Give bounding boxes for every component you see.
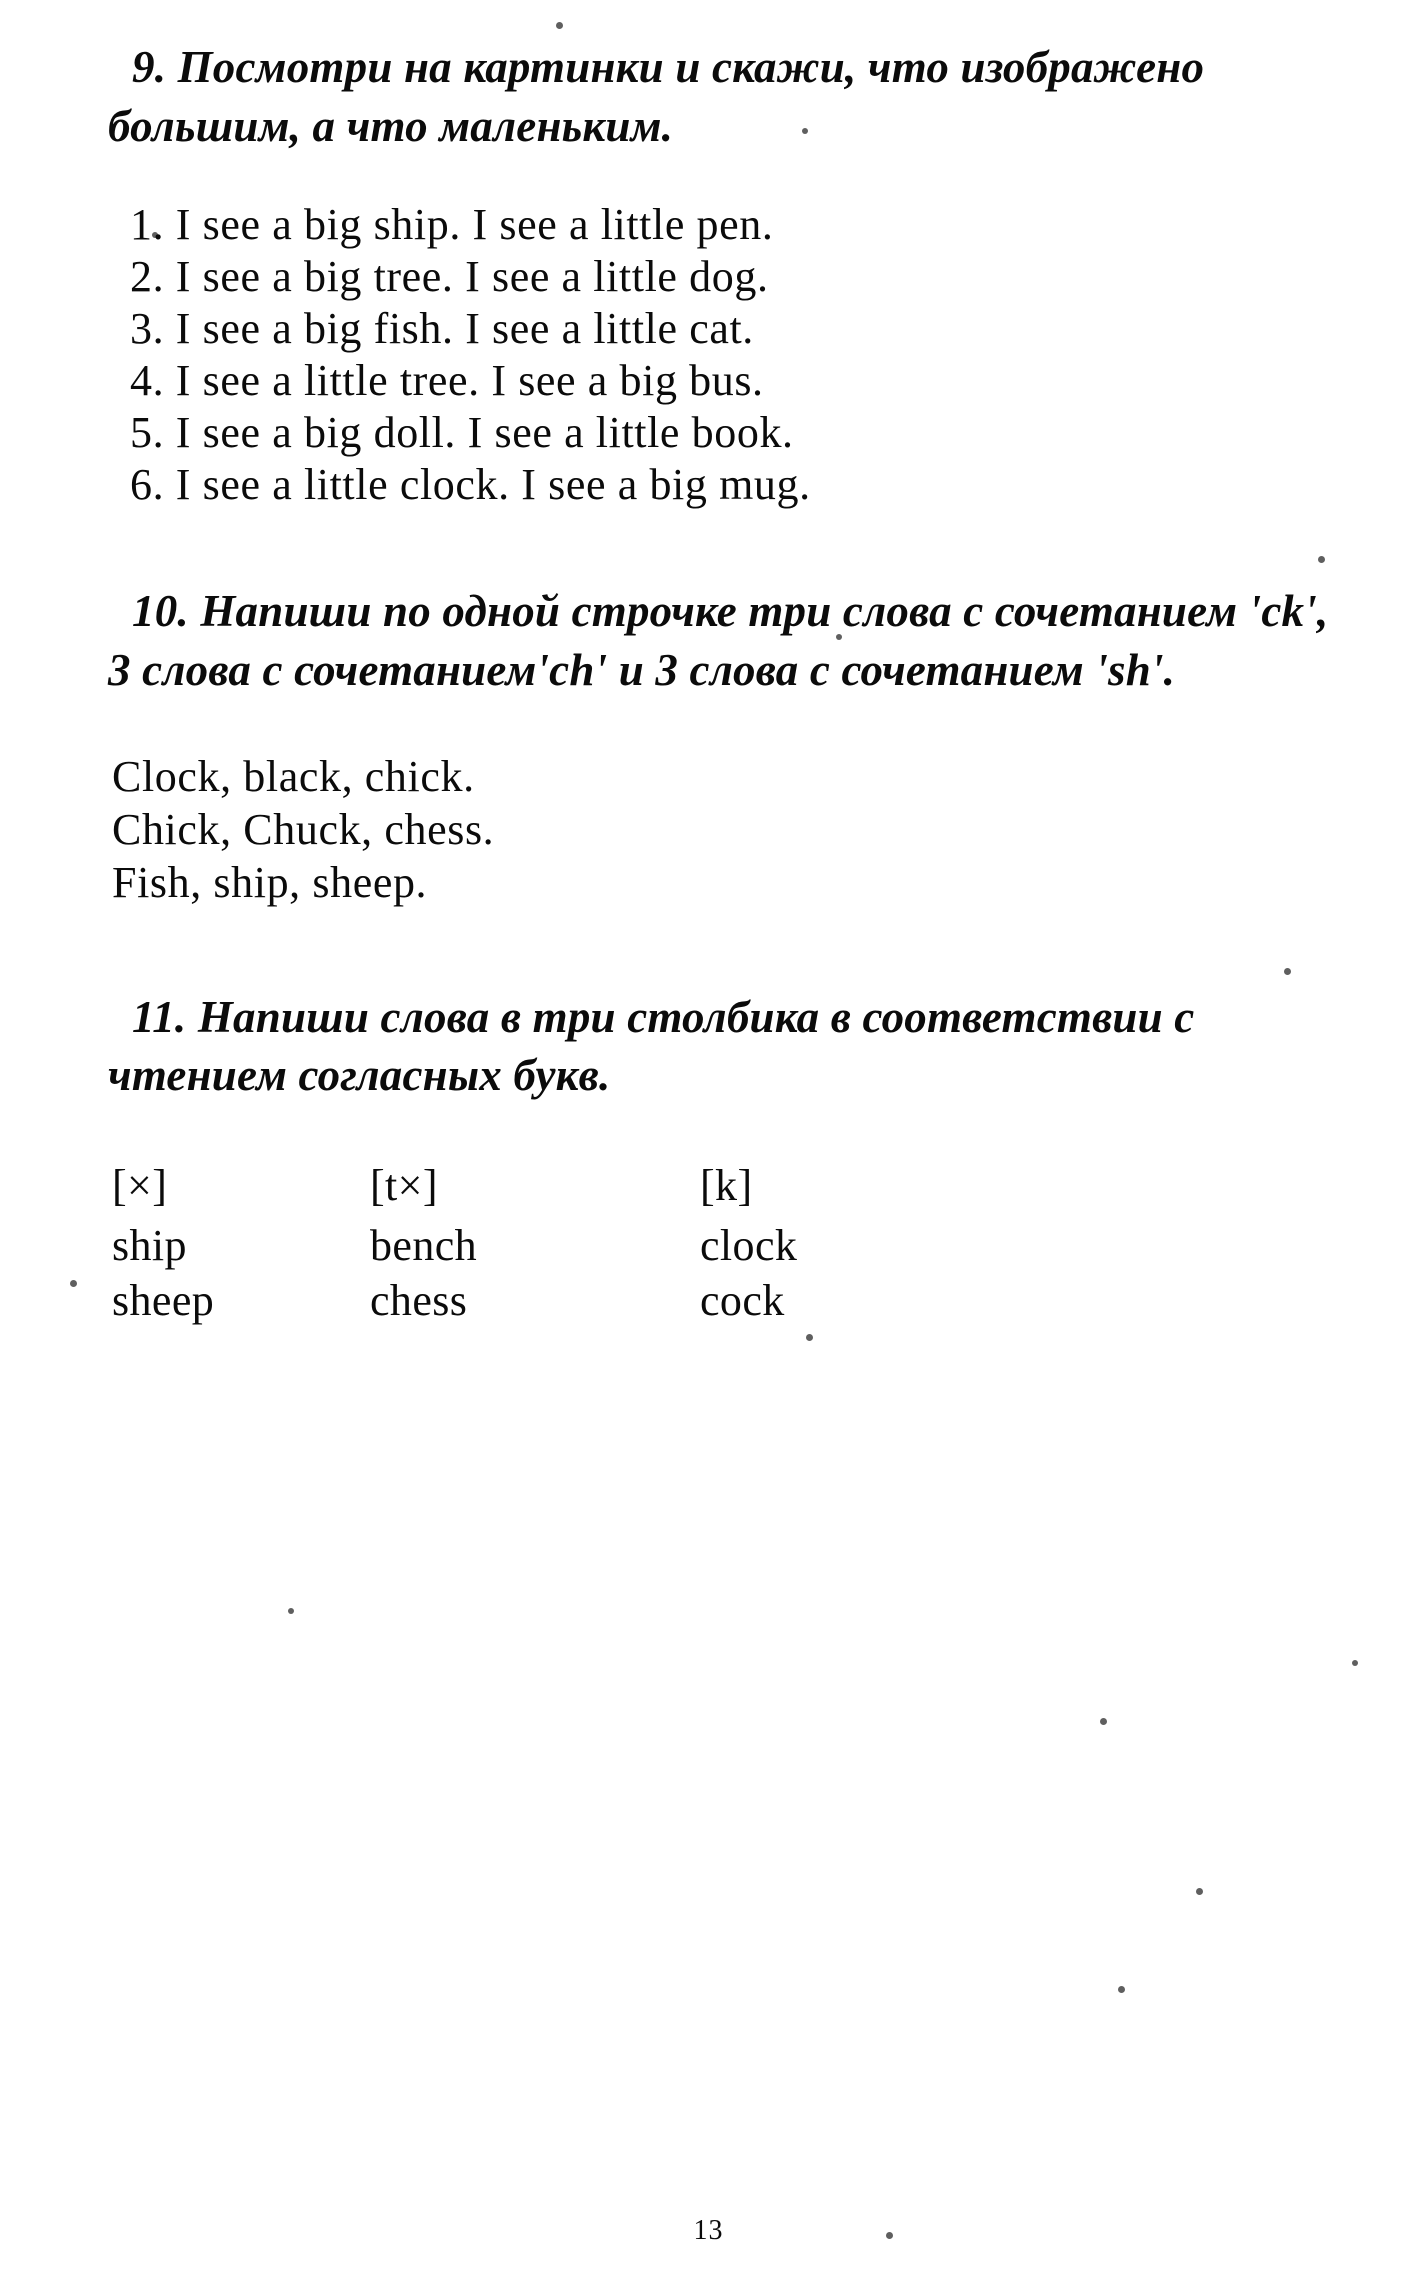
phonetic-table [112,1159,1000,1330]
task-10-number: 10. [132,586,189,637]
task-10-heading [108,582,1333,699]
column-header: [×] [112,1160,168,1210]
table-cell: cock [700,1276,785,1326]
table-cell: ship [112,1220,187,1270]
scan-speck [806,1334,813,1341]
table-cell: sheep [112,1276,215,1326]
page-number: 13 [693,2215,724,2246]
table-row [112,1219,1000,1275]
scan-speck [1352,1660,1358,1666]
scan-speck [556,22,563,29]
list-item: 1. I see a big ship. I see a little pen. [130,200,774,249]
scan-speck [288,1608,294,1614]
list-item: Clock, black, chick. [112,752,475,802]
list-item: 5. I see a big doll. I see a little book. [130,407,794,457]
task-9-number: 9. [132,42,167,92]
sentence-list [116,199,1348,510]
column-header: [k] [700,1160,753,1210]
task-10-answers [112,751,1348,909]
task-11-text: Напиши слова в три столбика в соответствии с чтением согласных букв. [108,991,1195,1101]
column-header: [t×] [370,1160,438,1210]
scan-speck [1196,1888,1203,1895]
table-cell: bench [370,1220,478,1270]
list-item: Fish, ship, sheep. [112,858,428,908]
scan-speck [70,1280,77,1287]
list-item: 4. I see a little tree. I see a big bus. [130,355,764,405]
task-11-heading [108,988,1323,1105]
task-9-text: Посмотри на картинки и скажи, что изображено большим, а что маленьким. [108,42,1205,151]
task-11-number: 11. [132,991,187,1042]
list-item: 2. I see a big tree. I see a little dog. [130,251,769,301]
table-row [112,1159,1000,1219]
scan-speck [1100,1718,1107,1725]
scan-speck [1118,1986,1125,1993]
list-item: Chick, Chuck, chess. [112,805,495,855]
task-9-heading [108,38,1318,155]
task-11-columns [112,1159,1348,1330]
table-row [112,1274,1000,1330]
task-10-text: Напиши по одной строчке три слова с сочетанием 'ck', 3 слова с сочетанием'ch' и 3 слова с сочетанием 'sh'. [108,586,1329,695]
table-cell: clock [700,1220,798,1270]
list-item: 3. I see a big fish. I see a little cat. [130,303,754,353]
table-cell: chess [370,1276,468,1326]
page-content [108,38,1348,1330]
list-item: 6. I see a little clock. I see a big mug. [130,459,811,509]
